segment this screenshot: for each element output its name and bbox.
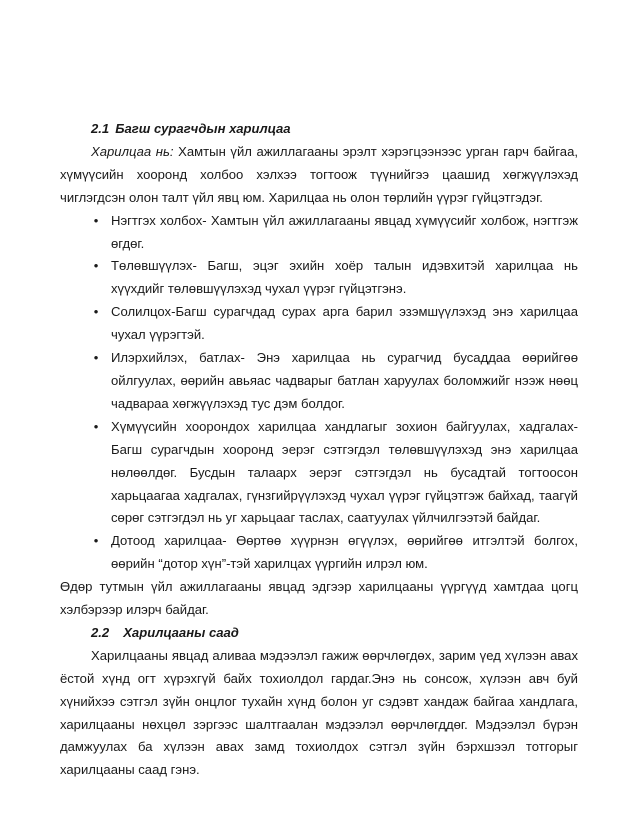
document-body <box>60 118 578 782</box>
intro-lead: Харилцаа нь: <box>91 143 174 159</box>
section-heading-2-2 <box>60 622 578 645</box>
list-item <box>60 416 578 531</box>
closing-paragraph: Өдөр тутмын үйл ажиллагааны явцад эдгээр харилцааны үүргүүд хамтдаа цогц хэлбэрээр илэрч байдаг. <box>60 579 578 618</box>
section-title: Багш сурагчдын харилцаа <box>115 121 291 136</box>
list-item <box>60 210 578 256</box>
list-item <box>60 530 578 576</box>
intro-text: Хамтын үйл ажиллагааны эрэлт хэрэгцээнээс урган гарч байгаа, хүмүүсийн хооронд холбоо хэлхээ тогтоож түүнийгээ цаашид хөгжүүлэхэд чиглэгдсэн олон талт үйл явц юм. Харилцаа нь олон төрлийн үүрэг гүйцэтгэдэг. <box>60 143 578 205</box>
bullet-icon: • <box>93 212 99 228</box>
intro-paragraph <box>60 141 578 210</box>
list-item-text: Солилцох-Багш сурагчдад сурах арга барил эзэмшүүлэхэд энэ харилцаа чухал үүрэгтэй. <box>111 304 578 343</box>
list-item <box>60 347 578 416</box>
bullet-icon: • <box>93 258 99 274</box>
section-heading-2-1 <box>60 118 578 141</box>
list-item <box>60 255 578 301</box>
list-item-text: Дотоод харилцаа- Өөртөө хүүрнэн өгүүлэх, өөрийгөө итгэлтэй болгох, өөрийн “дотор хүн”-тэй харилцах үүргийн илрэл юм. <box>111 533 578 572</box>
section-title: Харилцааны саад <box>123 624 239 640</box>
bullet-icon: • <box>93 304 99 320</box>
list-item-text: Төлөвшүүлэх- Багш, эцэг эхийн хоёр талын идэвхитэй харилцаа нь хүүхдийг төлөвшүүлэхэд чухал үүрэг гүйцэтгэнэ. <box>111 258 578 297</box>
list-item <box>60 301 578 347</box>
bullet-icon: • <box>93 533 99 549</box>
function-list <box>60 210 578 577</box>
list-item-text: Хүмүүсийн хоорондох харилцаа хандлагыг зохион байгуулах, хадгалах- Багш сурагчдын хооронд эерэг сэтгэгдэл төлөвшүүлэхэд энэ харилцаа нөлөөлдөг. Бусдын талаарх эерэг сэтгэгдэл нь бусадтай тогтоосон харьцаагаа хадгалах, гүнзгийрүүлэхэд чухал үүрэг гүйцэтгэж байхад, таагүй сөрөг сэтгэгдэл нь уг харьцааг таслах, саатуулах үйлчилгээтэй байдаг. <box>111 418 578 526</box>
section-number: 2.1 <box>91 121 110 136</box>
bullet-icon: • <box>93 350 99 366</box>
list-item-text: Нэгтгэх холбох- Хамтын үйл ажиллагааны явцад хүмүүсийг холбож, нэгтгэж өгдөг. <box>111 212 578 251</box>
list-item-text: Илэрхийлэх, батлах- Энэ харилцаа нь сурагчид бусаддаа өөрийгөө ойлгуулах, өөрийн авьяас чадварыг батлан харуулах боломжийг нээж нөөц чадвараа хөгжүүлэхэд тус дэм болдог. <box>111 350 578 411</box>
barriers-paragraph: Харилцааны явцад аливаа мэдээлэл гажиж өөрчлөгдөх, зарим үед хүлээн авах ёстой хүнд огт хүрэхгүй байх тохиолдол гардаг.Энэ нь сонсож, хүлээн авч буй хүнийхээ сэтгэл зүйн онцлог тухайн хүнд болон уг сэдэвт хандаж байгаа хандлага, харилцааны нөхцөл зэргээс шалтгаалан мэдээлэл өөрчлөгддөг. Мэдээлэл бүрэн дамжуулах ба хүлээн авах замд тохиолдох сэтгэл зүйн бэрхшээл тотгорыг харилцааны саад гэнэ. <box>60 647 578 778</box>
section-number: 2.2 <box>91 624 110 640</box>
bullet-icon: • <box>93 418 99 434</box>
